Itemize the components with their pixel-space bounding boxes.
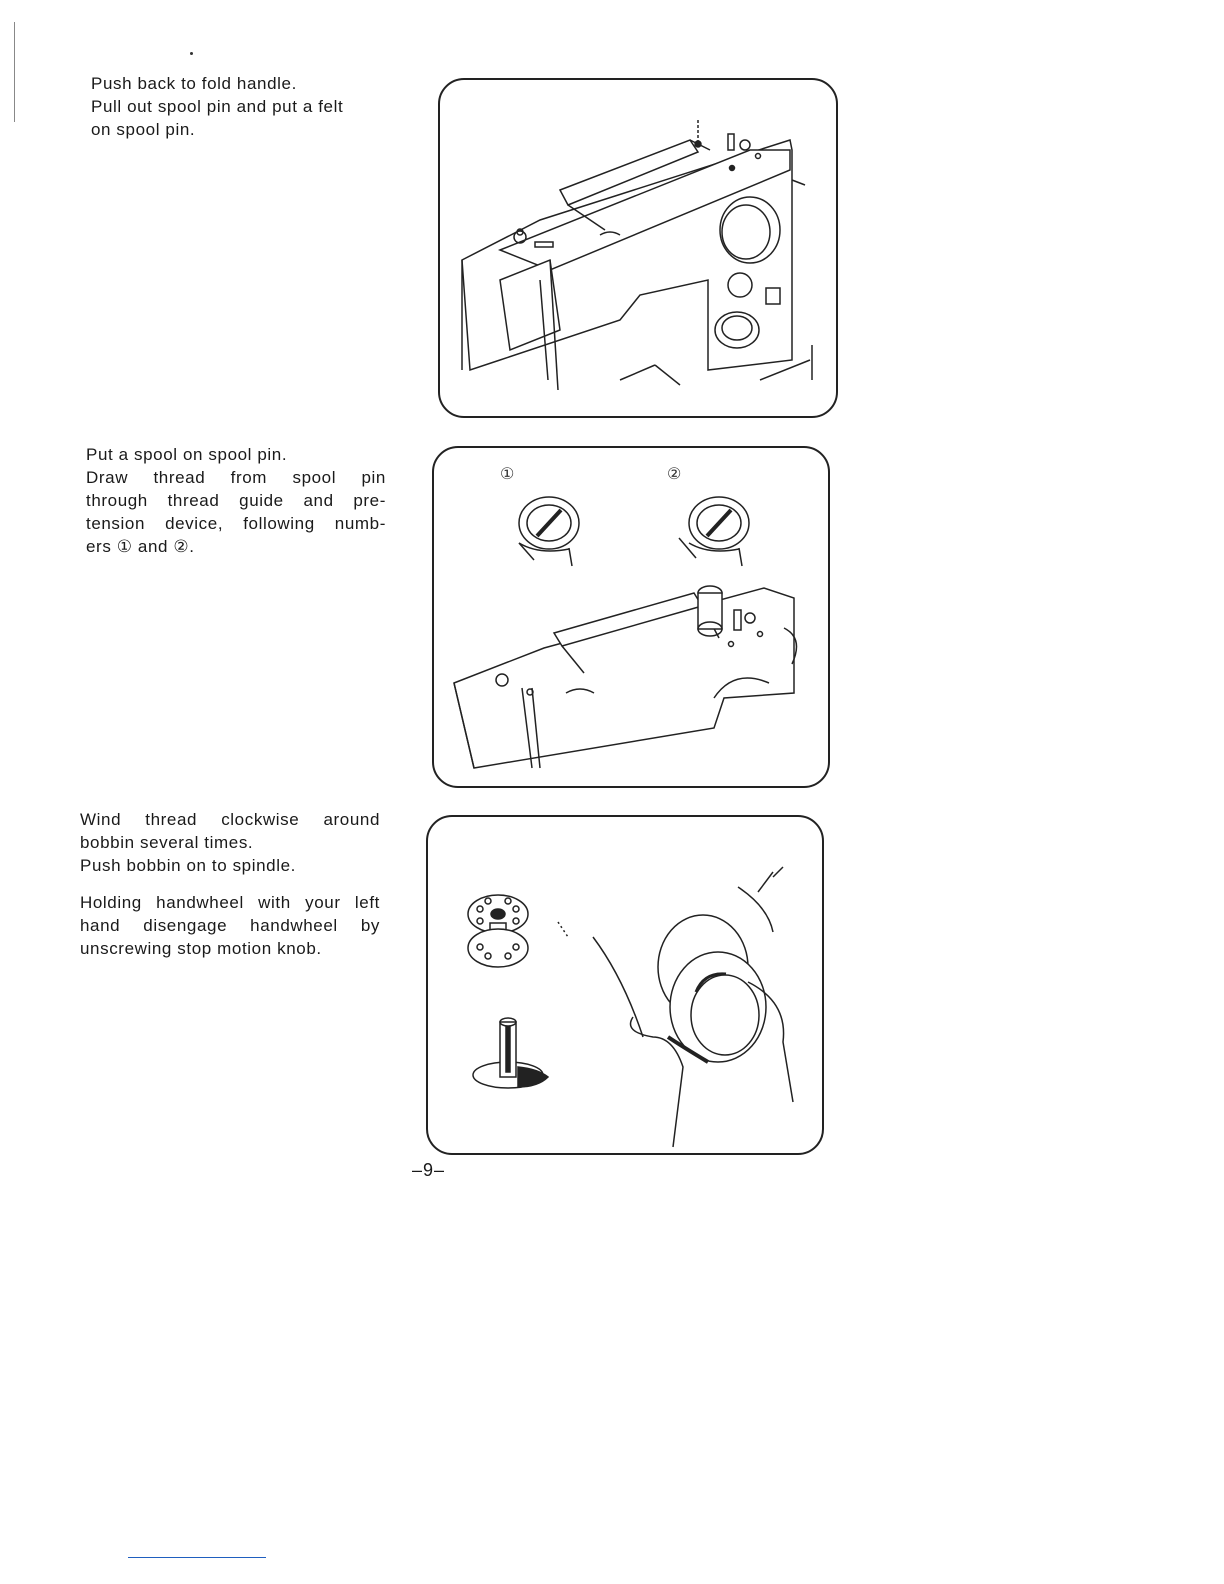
threading-illustration: [434, 448, 828, 786]
machine-top-illustration: [440, 80, 836, 416]
step1-line: Push back to fold handle.: [91, 74, 297, 93]
footer-rule: [128, 1557, 266, 1558]
bobbin-icon: [468, 895, 528, 967]
step3-line: bobbin several times.: [80, 833, 254, 852]
figure-bobbin-handwheel: [426, 815, 824, 1155]
spindle-icon: [473, 1018, 548, 1088]
step2-line: ers ① and ②.: [86, 537, 195, 556]
figure-label-2: ②: [667, 466, 682, 483]
step1-line: on spool pin.: [91, 120, 196, 139]
step1-line: Pull out spool pin and put a felt: [91, 97, 344, 116]
step2-line: Draw thread from spool pin: [86, 468, 386, 487]
scan-edge-mark: [14, 22, 15, 122]
step3-line: hand disengage handwheel by: [80, 916, 380, 935]
step3-line: Push bobbin on to spindle.: [80, 856, 296, 875]
page-number: –9–: [412, 1160, 446, 1180]
figure-label-1: ①: [500, 466, 515, 483]
step3-line: Wind thread clockwise around: [80, 810, 380, 829]
handwheel-icon: [658, 915, 766, 1062]
step2-line: Put a spool on spool pin.: [86, 445, 288, 464]
step3-line: unscrewing stop motion knob.: [80, 939, 322, 958]
figure-thread-guide: [432, 446, 830, 788]
step1-instructions: [91, 72, 411, 141]
step3-line: Holding handwheel with your left: [80, 893, 380, 912]
bobbin-handwheel-illustration: [428, 817, 822, 1153]
step2-instructions: [86, 443, 386, 558]
figure-machine-spool-pin: [438, 78, 838, 418]
scan-dot-mark: [190, 52, 193, 55]
step2-line: tension device, following numb-: [86, 514, 386, 533]
step3-instructions: [80, 808, 380, 960]
step2-line: through thread guide and pre-: [86, 491, 386, 510]
